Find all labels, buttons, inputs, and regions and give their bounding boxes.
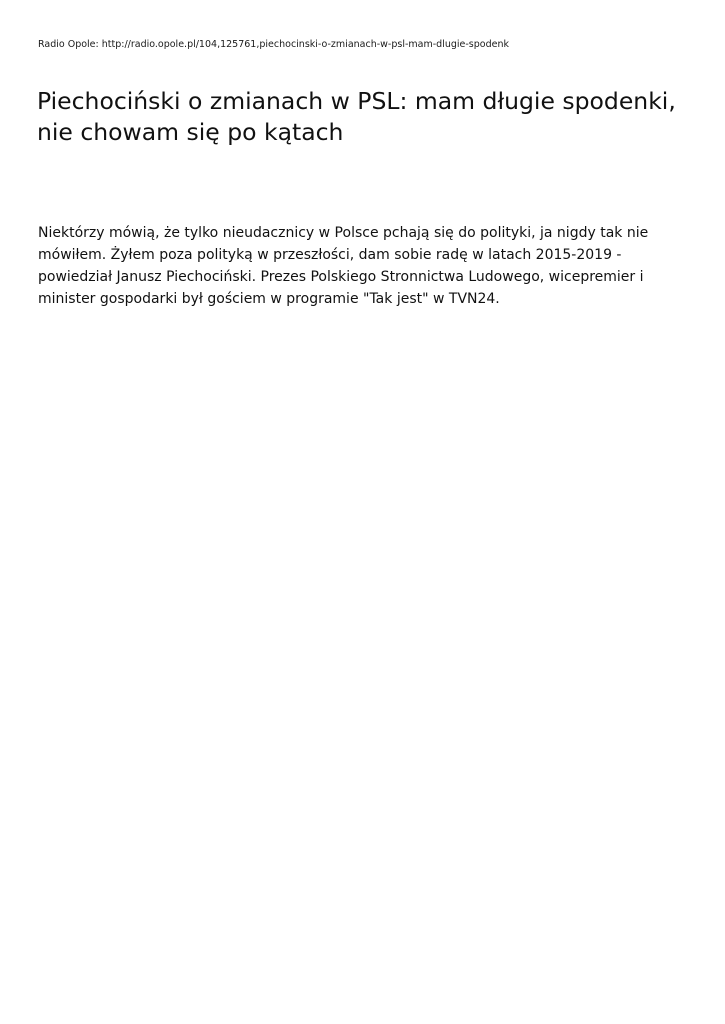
article-lead-paragraph: Niektórzy mówią, że tylko nieudacznicy w Polsce pchają się do polityki, ja nigdy tak nie mówiłem. Żyłem poza polityką w przeszłości, dam sobie radę w latach 2015-2019 - powiedział Janusz Piechociński. Prezes Polskiego Stronnictwa Ludowego, wicepremier i minister gospodarki był gościem w programie "Tak jest" w TVN24. (38, 225, 649, 307)
article-title: Piechociński o zmianach w PSL: mam długie spodenki, nie chowam się po kątach (37, 87, 676, 146)
source-url-line: Radio Opole: http://radio.opole.pl/104,125761,piechocinski-o-zmianach-w-psl-mam-dlugie-spodenk (38, 39, 509, 50)
